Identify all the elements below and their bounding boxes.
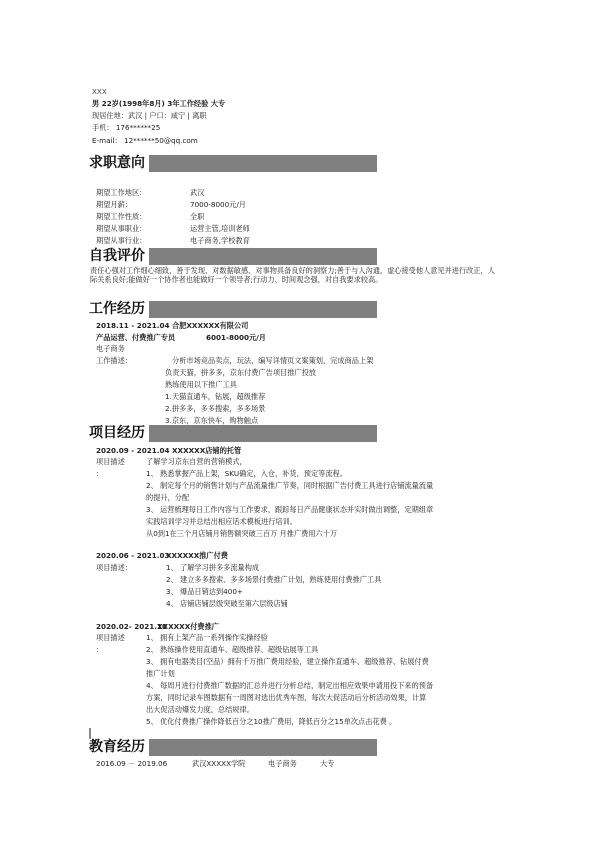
intent-label-area: 期望工作地区： <box>96 188 147 197</box>
project-desc-colon: ： <box>96 645 104 654</box>
project-line: 5、 优化付费推广操作降低百分之10推广费用，降低百分之15单次点击花费 。 <box>146 717 397 726</box>
project-period: 2020.06 - 2021.03 <box>96 551 170 560</box>
intent-value-type: 全职 <box>190 212 205 221</box>
work-desc-line: 2.拼多多，多多搜索，多多场景 <box>165 404 266 413</box>
section-title-education: 教育经历 <box>89 739 149 756</box>
project-name: XXXXXX推广付费 <box>166 551 228 560</box>
work-desc-line: 分析市场竞品卖点，玩法，编写详情页文案策划，完成商品上架 <box>172 356 374 365</box>
project-line: 方案，同时记录车图数据有一周图对选出优秀车图，每次大促活动后分析活动效果，计算 <box>146 693 427 702</box>
resume-name: XXX <box>92 87 107 96</box>
project-period: 2020.09 - 2021.04 <box>96 446 170 455</box>
project-line: 3、 运营梳理每日工作内容与工作要求，跟踪每日产品健康状态并实时做出调整，定期组章 <box>146 505 434 514</box>
section-title-self: 自我评价 <box>89 248 149 265</box>
work-period: 2018.11 - 2021.04 <box>96 321 170 330</box>
project-line: 4、 每周月进行付费推广数据的汇总并进行分析总结，制定出相应效果申请用投下来的预备 <box>146 681 434 690</box>
project-line: 出大促活动爆发力度，总结规律。 <box>146 705 254 714</box>
project-line: 4、 店铺店铺层级突破至第六层级店铺 <box>166 599 288 608</box>
section-title-intent: 求职意向 <box>89 155 149 172</box>
residence-line: 现居住地：武汉 | 户口：咸宁 | 离职 <box>92 111 207 120</box>
work-category: 电子商务 <box>96 344 125 353</box>
section-band-self <box>89 248 377 265</box>
work-desc-line: 3.京东，京东快车，购物触点 <box>165 416 259 425</box>
project-desc-colon: ： <box>96 469 104 478</box>
project-line: 实践培训学习并总结出相应话术模板进行培训。 <box>146 517 297 526</box>
work-company: 合肥XXXXXX有限公司 <box>172 321 249 330</box>
intent-label-type: 期望工作性质： <box>96 212 147 221</box>
intent-value-area: 武汉 <box>190 188 205 197</box>
project-line: 2、 建立多多搜索、多多场景付费推广计划，熟练使用付费推广工具 <box>166 575 382 584</box>
project-line: 3、 拥有电器类目(空品）拥有千万推广费用经验，建立操作直通车、超级推荐、钻展付费 <box>146 657 429 666</box>
intent-value-salary: 7000-8000元/月 <box>190 200 246 209</box>
work-desc-line: 负责天猫，拼多多，京东付费广告项目推广投放 <box>165 368 316 377</box>
intent-value-industry: 电子商务,学校教育 <box>190 236 250 245</box>
project-name: XXXXXX付费推广 <box>157 622 219 631</box>
education-degree: 大专 <box>320 759 335 768</box>
project-name: XXXXXX店铺的托管 <box>172 446 242 455</box>
section-band-project <box>89 425 377 442</box>
education-school: 武汉XXXXX学院 <box>192 759 246 768</box>
project-line: 2、 制定每个月的销售计划与产品流量推广节奏，同时根据广告付费工具进行店铺流量流量 <box>146 481 434 490</box>
section-band-intent <box>89 155 377 172</box>
project-line: 1、 了解学习拼多多流量构成 <box>166 563 260 572</box>
project-line: 1、 熟悉掌握产品上架，SKU确定，入仓，补货，预定等流程。 <box>146 469 347 478</box>
education-period: 2016.09 － 2019.06 <box>96 759 168 768</box>
project-desc-label: 项目描述 <box>96 457 125 466</box>
project-desc-label: 项目描述 <box>96 633 125 642</box>
section-title-project: 项目经历 <box>89 425 149 442</box>
section-band-work <box>89 301 377 318</box>
project-line: 推广计划 <box>146 669 175 678</box>
project-line: 的提升，分配 <box>146 493 190 502</box>
intent-value-job: 运营主管,培训老师 <box>190 224 250 233</box>
work-desc-label: 工作描述： <box>96 356 132 365</box>
project-line: 从0到1在三个月店铺月销售额突破三百万 月推广费用六十万 <box>146 529 338 538</box>
intent-label-salary: 期望月薪： <box>96 200 132 209</box>
project-line: 1、 拥有上架产品一系列操作实操经验 <box>146 633 268 642</box>
self-evaluation-text: 责任心强对工作细心细致，善于发现、对数据敏感、对事物具备良好的洞察力;善于与人沟通，虚心接受他人意见并进行改正，人际关系良好;能做好一个协作者也能做好一个领导者;行动力、时间观念强，对自我要求较高。 <box>90 266 495 284</box>
section-title-work: 工作经历 <box>89 301 149 318</box>
intent-label-job: 期望从事职业： <box>96 224 147 233</box>
section-band-education <box>89 739 377 756</box>
email-line: E-mail： 12******50@qq.com <box>92 136 198 145</box>
work-desc-line: 1.天猫直通车，钻展，超级推荐 <box>165 392 266 401</box>
project-line: 2、 熟练操作使用直通车、超级推荐、超级钻展等工具 <box>146 645 319 654</box>
work-desc-line: 熟练使用以下推广工具 <box>165 380 237 389</box>
project-line: 了解学习京东自营的营销模式， <box>146 457 247 466</box>
phone-line: 手机： 176******25 <box>92 123 161 132</box>
education-major: 电子商务 <box>268 759 297 768</box>
intent-label-industry: 期望从事行业： <box>96 236 147 245</box>
work-salary: 6001-8000元/月 <box>206 333 266 342</box>
project-line: 3、 爆品日销达到400+ <box>166 587 243 596</box>
project-desc-label: 项目描述： <box>96 563 132 572</box>
work-title: 产品运营、付费推广专员 <box>96 333 176 342</box>
basic-info-line: 男 22岁(1998年8月) 3年工作经验 大专 <box>92 99 226 108</box>
project-period: 2020.02- 2021.10 <box>96 622 167 631</box>
